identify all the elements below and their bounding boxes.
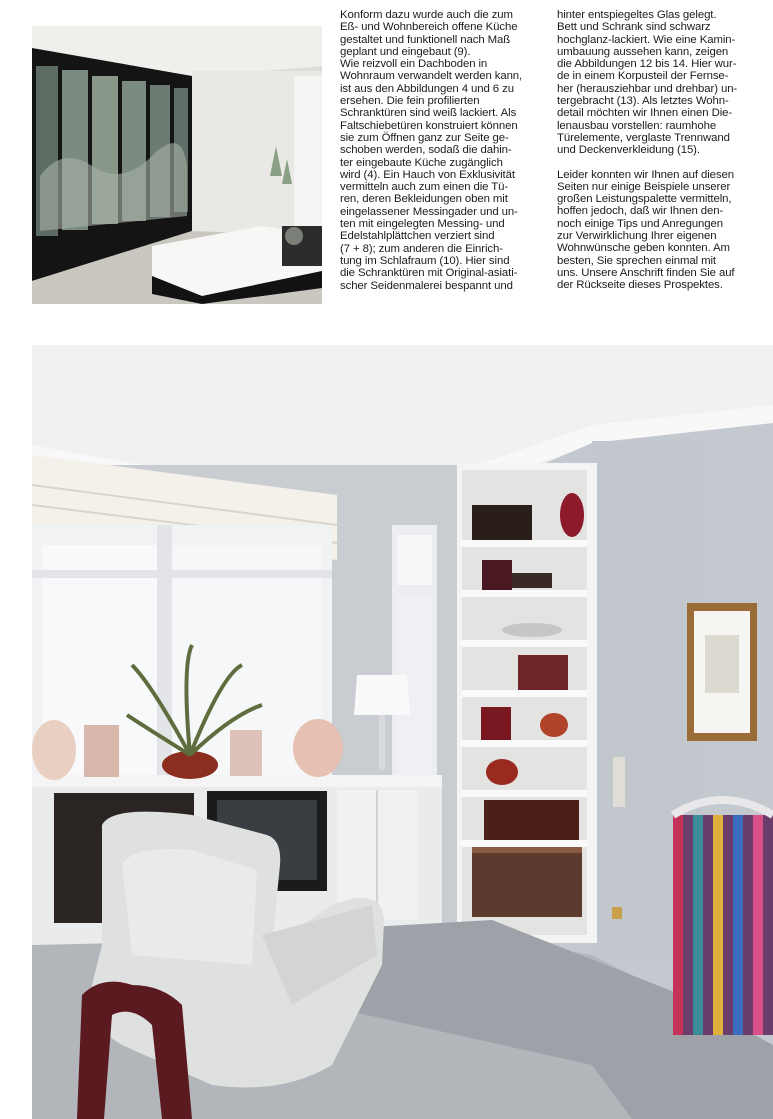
bedroom-photo (32, 26, 322, 304)
article-column-middle (340, 9, 540, 292)
article-paragraph: Konform dazu wurde auch die zum Eß- und Wohnbereich offene Küche gestaltet und funktionell nach Maß geplant und eingebaut (9). Wie reizvoll ein Dachboden in Wohnraum verwandelt werden kann, ist aus den Abbildungen 4 und 6 zu ersehen. Die fein profilierten Schranktüren sind weiß lackiert. Als Faltschiebetüren konstruiert können sie zum Öffnen ganz zur Seite ge- schoben werden, sodaß die dahin- ter eingebaute Küche zugänglich wird (4). Ein Hauch von Exklusivität vermitteln auch zum einen die Tü- ren, deren Bekleidungen oben mit eingelassener Messingader und un- ten mit eingelegten Messing- und Edelstahlplättchen verziert sind (7 + 8); zum anderen die Einrich- tung im Schlafraum (10). Hier sind die Schranktüren mit Original-asiati- scher Seidenmalerei bespannt und (340, 9, 523, 292)
article-paragraph: hinter entspiegeltes Glas gelegt. Bett und Schrank sind schwarz hochglanz-lackiert. Wie eine Kamin- umbauung aussehen kann, zeigen die Abbildungen 12 bis 14. Hier wur- de in einem Korpusteil der Fernse- her (herausziehbar und drehbar) un- tergebracht (13). Als letztes Wohn- detail möchten wir Ihnen einen Die- lenausbau vorstellen: raumhohe Türelemente, verglaste Trennwand und Deckenverkleidung (15). (557, 9, 738, 157)
bedroom-photo-illustration (32, 26, 322, 304)
article-paragraph: Leider konnten wir Ihnen auf diesen Seiten nur einige Beispiele unserer großen Leistungspalette vermitteln, hoffen jedoch, daß wir Ihnen den- noch einige Tips und Anregungen zur Verwirklichung Ihrer eigenen Wohnwünsche geben konnten. Am besten, Sie sprechen einmal mit uns. Unsere Anschrift finden Sie auf der Rückseite dieses Prospektes. (557, 168, 735, 292)
living-room-photo (32, 345, 773, 1119)
article-column-right (557, 9, 769, 292)
living-room-photo-illustration (32, 345, 773, 1119)
